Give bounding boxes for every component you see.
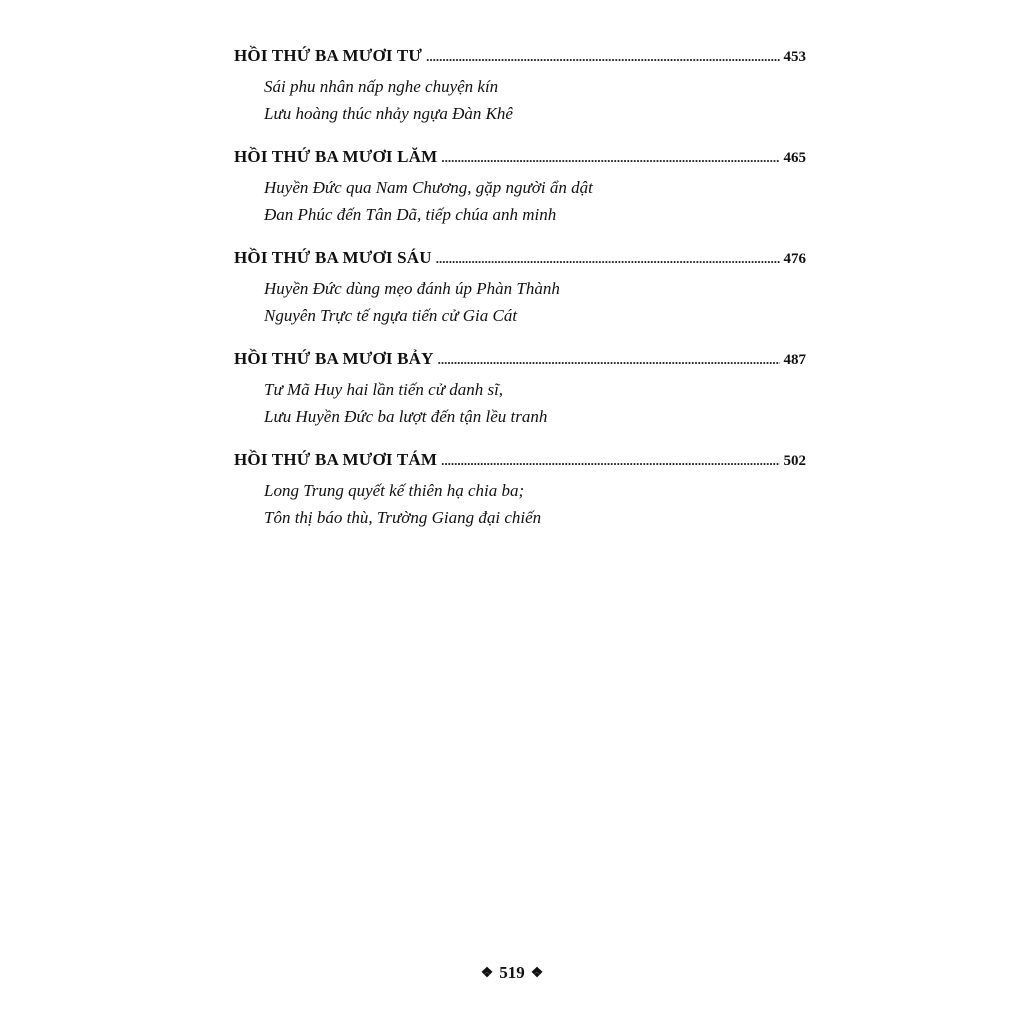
chapter-title: HỒI THỨ BA MƯƠI BẢY bbox=[234, 349, 434, 368]
chapter-title: HỒI THỨ BA MƯƠI SÁU bbox=[234, 248, 432, 267]
chapter-title: HỒI THỨ BA MƯƠI TÁM bbox=[234, 450, 438, 469]
chapter-subtitle-line: Đan Phúc đến Tân Dã, tiếp chúa anh minh bbox=[264, 205, 557, 224]
dot-leader bbox=[441, 142, 779, 174]
toc-entry bbox=[234, 141, 806, 228]
toc-entry-heading bbox=[234, 343, 806, 375]
chapter-subtitle-lines bbox=[234, 73, 806, 127]
toc-entry-heading bbox=[234, 40, 806, 72]
chapter-title: HỒI THỨ BA MƯƠI TƯ bbox=[234, 46, 423, 65]
table-of-contents bbox=[234, 40, 806, 531]
dot-leader bbox=[436, 243, 780, 275]
dot-leader bbox=[426, 41, 779, 73]
toc-entry bbox=[234, 343, 806, 430]
toc-entry-heading bbox=[234, 444, 806, 476]
toc-entry bbox=[234, 40, 806, 127]
chapter-page-number: 453 bbox=[783, 49, 806, 65]
chapter-subtitle-line: Huyền Đức qua Nam Chương, gặp người ẩn dật bbox=[264, 178, 593, 197]
chapter-subtitle-line: Sái phu nhân nấp nghe chuyện kín bbox=[264, 77, 499, 96]
toc-entry bbox=[234, 242, 806, 329]
chapter-page-number: 502 bbox=[783, 453, 806, 469]
page-number: 519 bbox=[499, 963, 525, 982]
toc-entry-heading bbox=[234, 242, 806, 274]
chapter-subtitle-line: Long Trung quyết kế thiên hạ chia ba; bbox=[264, 481, 525, 500]
chapter-page-number: 476 bbox=[783, 251, 806, 267]
chapter-subtitle-lines bbox=[234, 275, 806, 329]
chapter-subtitle-line: Tôn thị báo thù, Trường Giang đại chiến bbox=[264, 508, 542, 527]
page-footer bbox=[0, 963, 1024, 983]
chapter-page-number: 487 bbox=[783, 352, 806, 368]
chapter-subtitle-line: Huyền Đức dùng mẹo đánh úp Phàn Thành bbox=[264, 279, 560, 298]
toc-entry-heading bbox=[234, 141, 806, 173]
chapter-subtitle-line: Lưu hoàng thúc nhảy ngựa Đàn Khê bbox=[264, 104, 513, 123]
chapter-subtitle-lines bbox=[234, 174, 806, 228]
dot-leader bbox=[438, 344, 780, 376]
dot-leader bbox=[441, 445, 779, 477]
chapter-subtitle-line: Lưu Huyền Đức ba lượt đến tận lều tranh bbox=[264, 407, 548, 426]
ornament-icon: ❖ bbox=[530, 966, 544, 981]
chapter-subtitle-lines bbox=[234, 477, 806, 531]
ornament-icon: ❖ bbox=[480, 966, 494, 981]
toc-entry bbox=[234, 444, 806, 531]
chapter-title: HỒI THỨ BA MƯƠI LĂM bbox=[234, 147, 438, 166]
chapter-subtitle-line: Nguyên Trực tế ngựa tiến cử Gia Cát bbox=[264, 306, 518, 325]
chapter-subtitle-line: Tư Mã Huy hai lần tiến cử danh sĩ, bbox=[264, 380, 504, 399]
chapter-page-number: 465 bbox=[783, 150, 806, 166]
chapter-subtitle-lines bbox=[234, 376, 806, 430]
